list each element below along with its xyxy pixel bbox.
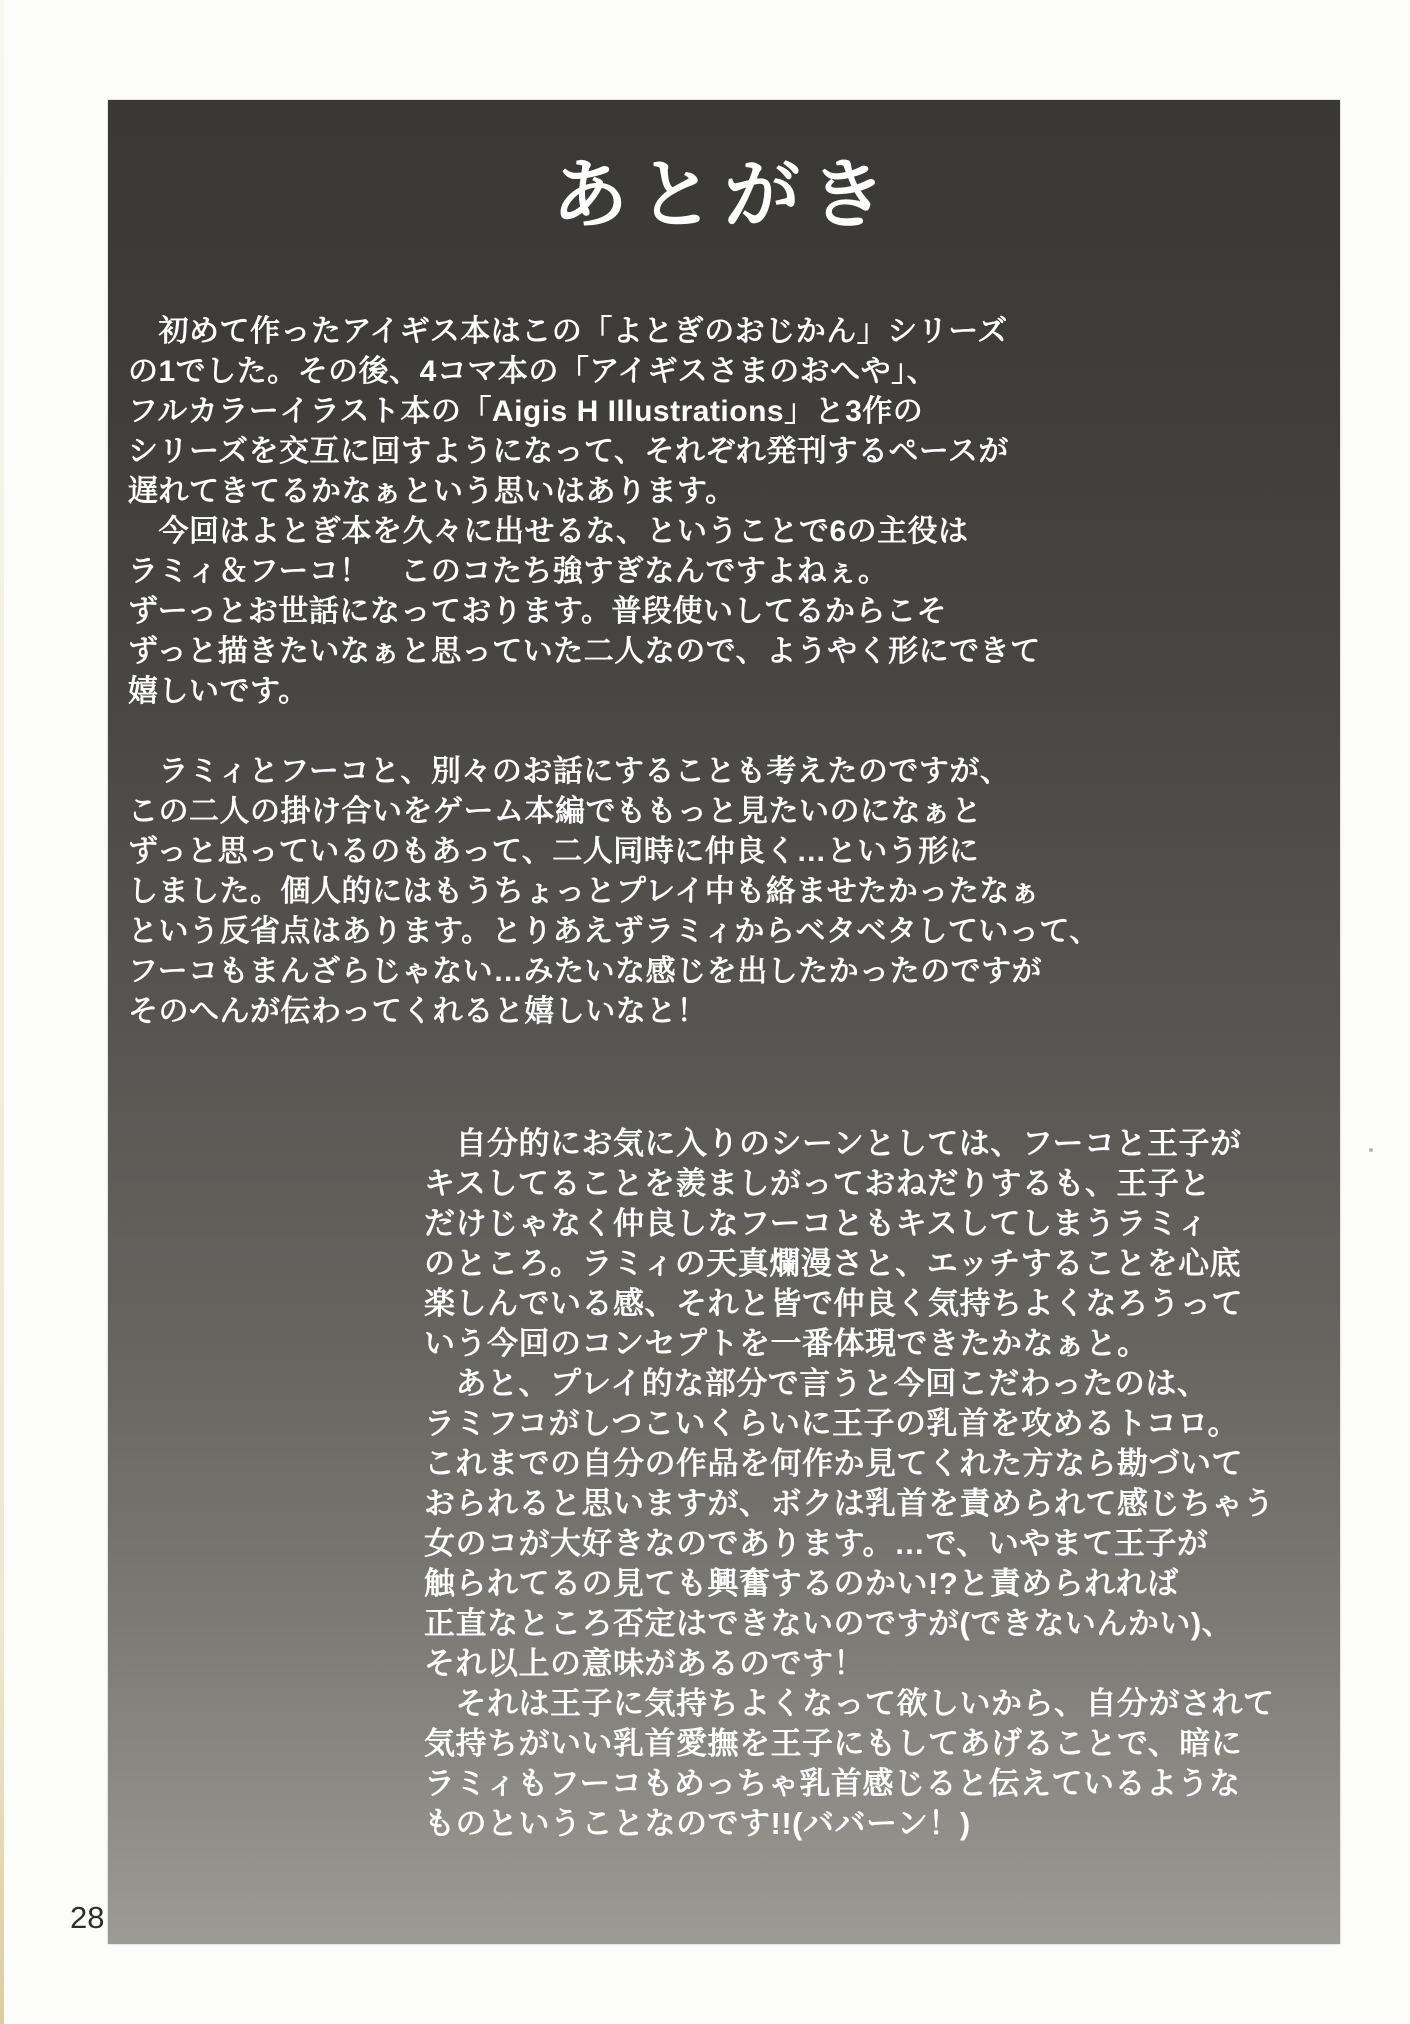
text-line: 初めて作ったアイギス本はこの「よとぎのおじかん」シリーズ — [128, 315, 1008, 348]
text-line: あと、プレイ的な部分で言うと今回こだわったのは、 — [424, 1366, 1209, 1401]
text-line: ラミィとフーコと、別々のお話にすることも考えたのですが、 — [128, 755, 1011, 788]
text-line: の1でした。その後、4コマ本の「アイギスさまのおへや」、 — [128, 355, 938, 388]
text-line: 遅れてきてるかなぁという思いはあります。 — [128, 475, 736, 508]
text-line: ずっと描きたいなぁと思っていた二人なので、ようやく形にできて — [128, 635, 1041, 668]
text-line: ずーっとお世話になっております。普段使いしてるからこそ — [128, 595, 947, 628]
text-line: フーコもまんざらじゃない…みたいな感じを出したかったのですが — [128, 955, 1043, 988]
text-line: キスしてることを羨ましがっておねだりするも、王子と — [424, 1166, 1211, 1201]
text-line: 触られてるの見ても興奮するのかい!?と責められれば — [424, 1566, 1179, 1601]
scan-dust-speck — [1369, 1148, 1373, 1152]
text-line: そのへんが伝わってくれると嬉しいなと！ — [128, 995, 708, 1028]
paragraph-series-history — [128, 312, 1041, 712]
text-line: のところ。ラミィの天真爛漫さと、エッチすることを心底 — [424, 1246, 1242, 1281]
text-line: いう今回のコンセプトを一番体現できたかなぁと。 — [424, 1326, 1149, 1361]
text-line: フルカラーイラスト本の「Aigis H Illustrations」と3作の — [128, 395, 924, 428]
page-title: あとがき — [552, 153, 896, 238]
text-line: ラミィもフーコもめっちゃ乳首感じると伝えているような — [424, 1766, 1241, 1801]
text-line: だけじゃなく仲良しなフーコともキスしてしまうラミィ — [424, 1206, 1209, 1241]
text-line: 女のコが大好きなのであります。…で、いやまて王子が — [424, 1526, 1209, 1561]
text-line: この二人の掛け合いをゲーム本編でももっと見たいのになぁと — [128, 795, 982, 828]
scan-edge-artifact — [0, 0, 4, 2024]
text-line: ラミィ＆フーコ！ このコたち強すぎなんですよねぇ。 — [128, 555, 889, 588]
paragraph-favorite-scenes — [424, 1124, 1275, 1844]
afterword-panel — [108, 100, 1340, 1944]
text-line: 今回はよとぎ本を久々に出せるな、ということで6の主役は — [128, 515, 969, 548]
text-line: 嬉しいです。 — [128, 675, 309, 708]
text-line: 正直なところ否定はできないのですが(できないんかい)、 — [424, 1606, 1234, 1641]
page-number: 28 — [70, 1900, 105, 1935]
text-line: それは王子に気持ちよくなって欲しいから、自分がされて — [424, 1686, 1275, 1721]
text-line: ずっと思っているのもあって、二人同時に仲良く…という形に — [128, 835, 980, 868]
text-line: 気持ちがいい乳首愛撫を王子にもしてあげることで、暗に — [424, 1726, 1243, 1761]
text-line: それ以上の意味があるのです！ — [424, 1646, 865, 1681]
text-line: という反省点はあります。とりあえずラミィからベタベタしていって、 — [128, 915, 1100, 948]
text-line: ラミフコがしつこいくらいに王子の乳首を攻めるトコロ。 — [424, 1406, 1239, 1441]
text-line: 自分的にお気に入りのシーンとしては、フーコと王子が — [424, 1126, 1242, 1161]
text-line: これまでの自分の作品を何作か見てくれた方なら勘づいて — [424, 1446, 1243, 1481]
text-line: しました。個人的にはもうちょっとプレイ中も絡ませたかったなぁ — [128, 875, 1041, 908]
text-line: ものということなのです!!(ババーン！) — [424, 1806, 971, 1841]
paragraph-pairing-notes — [128, 752, 1100, 1032]
text-line: シリーズを交互に回すようになって、それぞれ発刊するペースが — [128, 435, 1009, 468]
text-line: おられると思いますが、ボクは乳首を責められて感じちゃう — [424, 1486, 1275, 1521]
text-line: 楽しんでいる感、それと皆で仲良く気持ちよくなろうって — [424, 1286, 1243, 1321]
